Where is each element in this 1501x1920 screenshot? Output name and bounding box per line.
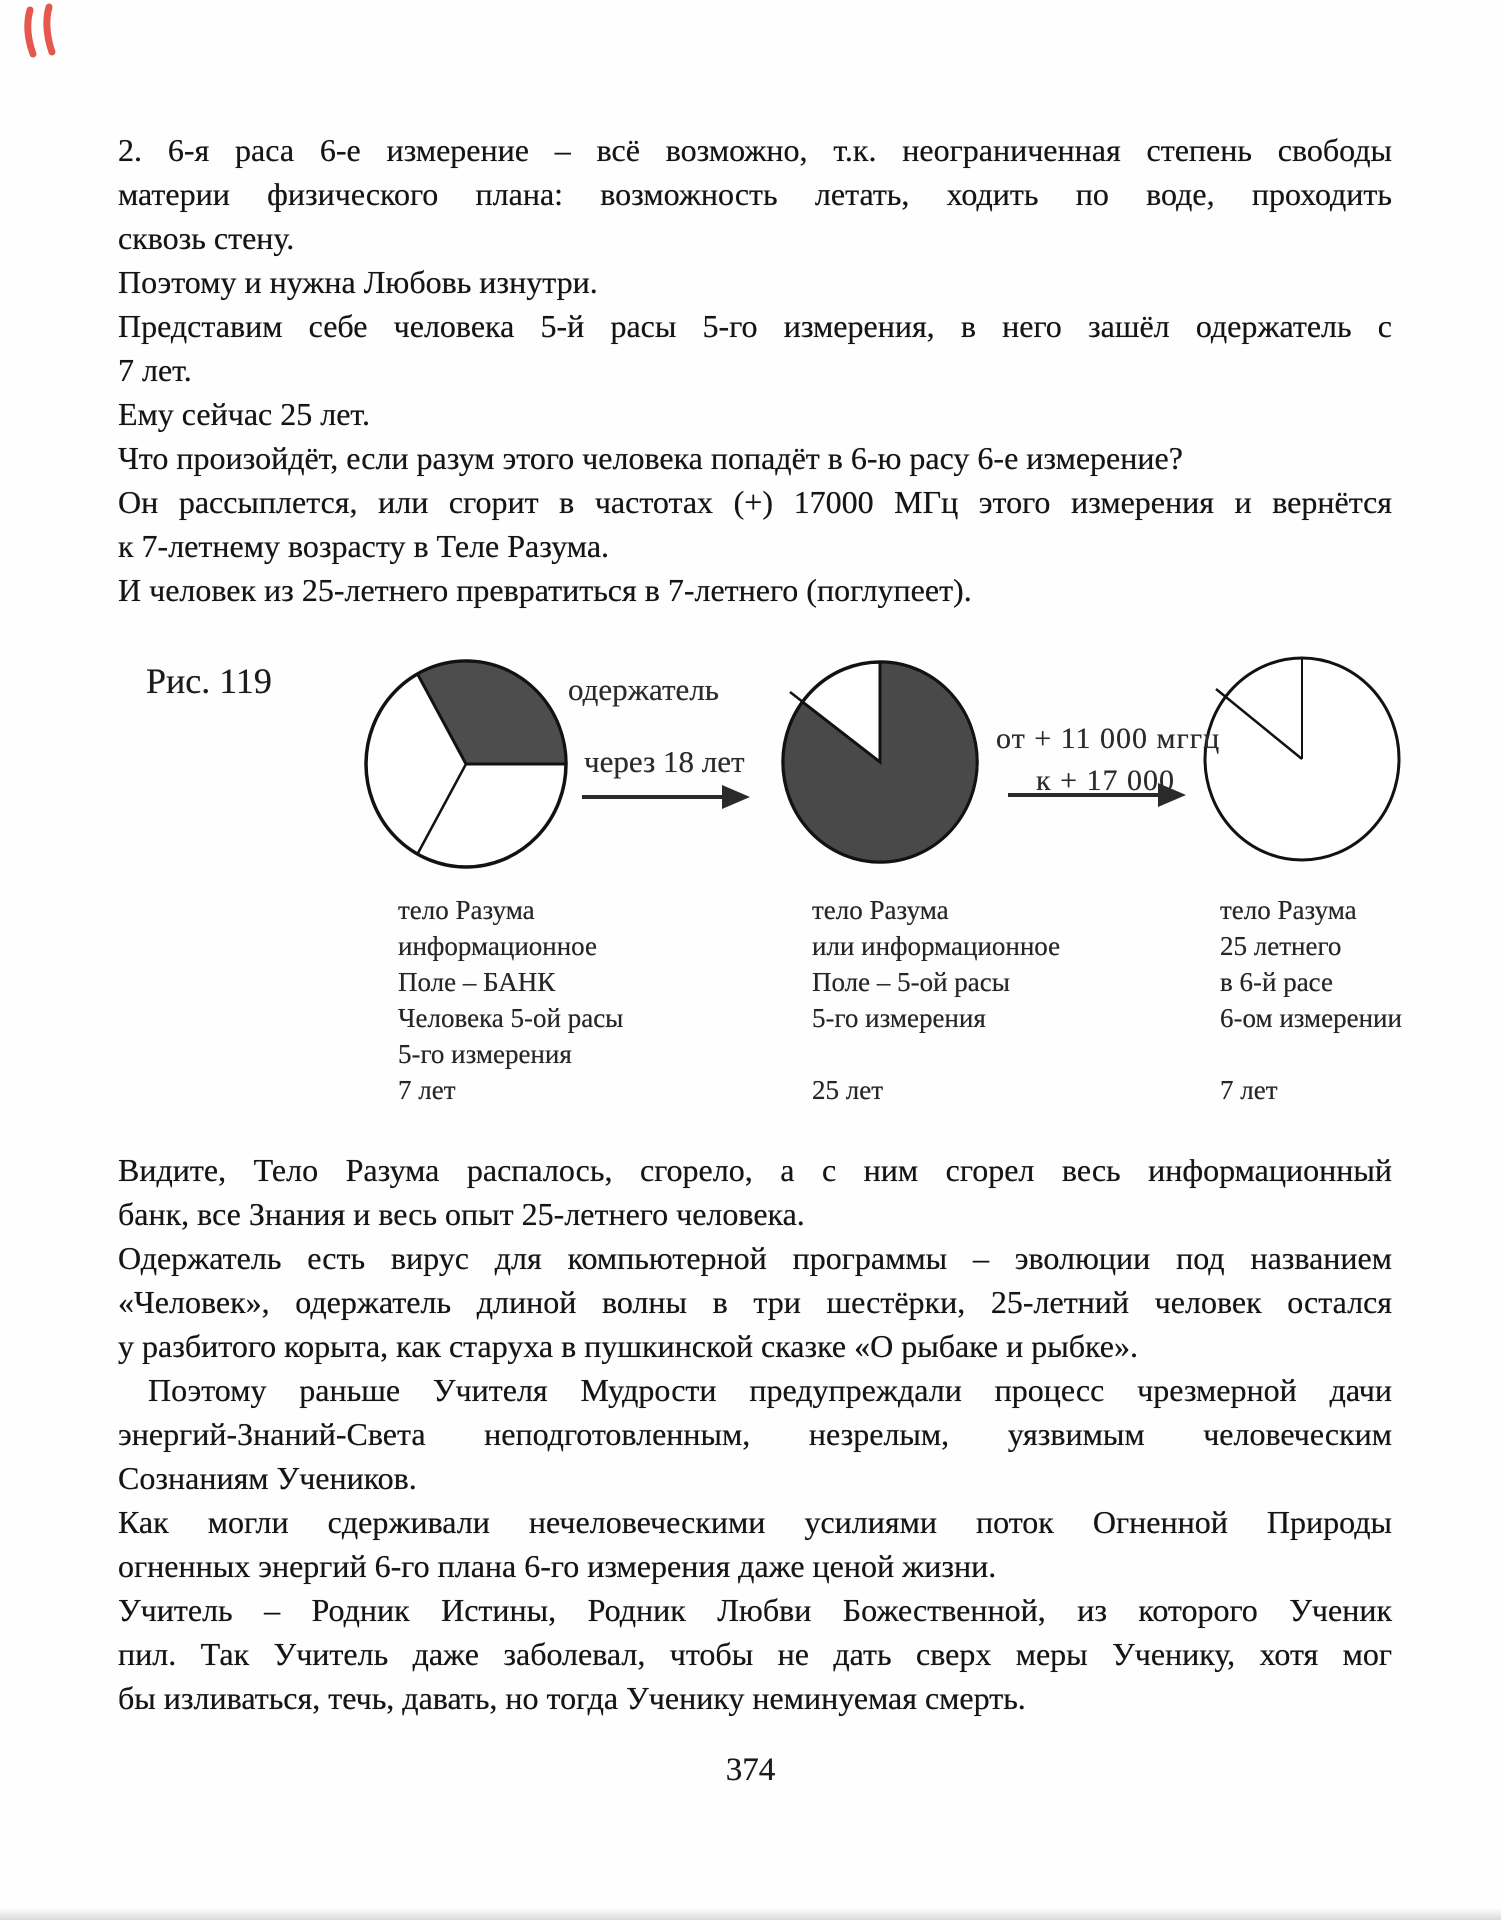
text-line: Как могли сдерживали нечеловеческими усилиями поток Огненной Природы xyxy=(118,1504,1392,1540)
caption-column-1 xyxy=(398,892,768,1108)
text-line: 7 лет. xyxy=(118,352,192,388)
paragraph xyxy=(118,1588,1392,1720)
transition-label: через 18 лет xyxy=(584,744,745,779)
text-line: тело Разума xyxy=(812,895,949,925)
text-line: Сознаниям Учеников. xyxy=(118,1460,417,1496)
caption-lines xyxy=(1220,892,1501,1036)
text-line: Он рассыплется, или сгорит в частотах (+) 17000 МГц этого измерения и вернётся xyxy=(118,484,1392,520)
caption-column-3 xyxy=(1220,892,1501,1108)
paragraph xyxy=(118,568,1392,612)
text-line: Поле – 5-ой расы xyxy=(812,967,1010,997)
text-line: 25 летнего xyxy=(1220,931,1342,961)
text-line: 5-го измерения xyxy=(812,1003,986,1033)
caption-lines xyxy=(398,892,768,1072)
text-line: 6-ом измерении xyxy=(1220,1003,1402,1033)
text-line: сквозь стену. xyxy=(118,220,295,256)
text-line: Учитель – Родник Истины, Родник Любви Божественной, из которого Ученик xyxy=(118,1592,1392,1628)
pie-1 xyxy=(366,661,566,867)
frequency-label-line2: к + 17 000 xyxy=(1036,764,1175,797)
text-line: энергий-Знаний-Света неподготовленным, незрелым, уязвимым человеческим xyxy=(118,1416,1392,1452)
figure-label: Рис. 119 xyxy=(146,661,272,701)
paragraph xyxy=(118,1500,1392,1588)
text-line: «Человек», одержатель длиной волны в три шестёрки, 25-летний человек остался xyxy=(118,1284,1392,1320)
caption-column-2 xyxy=(812,892,1182,1108)
text-line: или информационное xyxy=(812,931,1061,961)
page-number: 374 xyxy=(725,1752,776,1788)
caption-age: 7 лет xyxy=(1220,1075,1278,1105)
caption-lines xyxy=(812,892,1182,1036)
text-line: к 7-летнему возрасту в Теле Разума. xyxy=(118,528,610,564)
text-line: И человек из 25-летнего превратиться в 7-летнего (поглупеет). xyxy=(118,572,972,608)
scan-edge-shadow xyxy=(0,1908,1501,1920)
text-line: Поэтому и нужна Любовь изнутри. xyxy=(118,264,598,300)
text-line: тело Разума xyxy=(398,895,535,925)
text-line: 5-го измерения xyxy=(398,1039,572,1069)
pie-3 xyxy=(1205,658,1399,860)
text-line: Ему сейчас 25 лет. xyxy=(118,396,370,432)
text-line: банк, все Знания и весь опыт 25-летнего человека. xyxy=(118,1196,805,1232)
text-line: огненных энергий 6-го плана 6-го измерения даже ценой жизни. xyxy=(118,1548,997,1584)
text-line: Видите, Тело Разума распалось, сгорело, а с ним сгорел весь информационный xyxy=(118,1152,1392,1188)
text-line: Представим себе человека 5-й расы 5-го измерения, в него зашёл одержатель с xyxy=(118,308,1392,344)
paragraph xyxy=(118,1368,1392,1500)
text-line: Поле – БАНК xyxy=(398,967,556,997)
possessor-label: одержатель xyxy=(568,672,719,707)
paragraph xyxy=(118,1148,1392,1236)
paragraph xyxy=(118,260,1392,304)
text-line: информационное xyxy=(398,931,597,961)
paragraph xyxy=(118,480,1392,568)
body-text-block xyxy=(118,1148,1392,1720)
text-line: у разбитого корыта, как старуха в пушкинской сказке «О рыбаке и рыбке». xyxy=(118,1328,1138,1364)
caption-age: 7 лет xyxy=(398,1075,456,1105)
caption-age: 25 лет xyxy=(812,1075,884,1105)
pie-2 xyxy=(783,662,977,862)
transition-arrow-1-icon xyxy=(582,785,750,809)
text-line: пил. Так Учитель даже заболевал, чтобы не дать сверх меры Ученику, хотя мог xyxy=(118,1636,1392,1672)
red-pen-mark-icon xyxy=(18,2,78,64)
text-line: Поэтому раньше Учителя Мудрости предупреждали процесс чрезмерной дачи xyxy=(148,1372,1392,1408)
frequency-label-line1: от + 11 000 мггц xyxy=(996,722,1221,755)
text-line: в 6-й расе xyxy=(1220,967,1333,997)
text-line: Одержатель есть вирус для компьютерной программы – эволюции под названием xyxy=(118,1240,1392,1276)
text-line: тело Разума xyxy=(1220,895,1357,925)
text-line: Что произойдёт, если разум этого человека попадёт в 6-ю расу 6-е измерение? xyxy=(118,440,1183,476)
text-line: 2. 6-я раса 6-е измерение – всё возможно, т.к. неограниченная степень свободы xyxy=(118,132,1392,168)
paragraph xyxy=(118,436,1392,480)
paragraph xyxy=(118,304,1392,392)
text-line: материи физического плана: возможность летать, ходить по воде, проходить xyxy=(118,176,1392,212)
paragraph xyxy=(118,128,1392,260)
intro-text-block xyxy=(118,128,1392,612)
text-line: бы изливаться, течь, давать, но тогда Ученику неминуемая смерть. xyxy=(118,1680,1026,1716)
paragraph xyxy=(118,1236,1392,1368)
paragraph xyxy=(118,392,1392,436)
text-line: Человека 5-ой расы xyxy=(398,1003,624,1033)
